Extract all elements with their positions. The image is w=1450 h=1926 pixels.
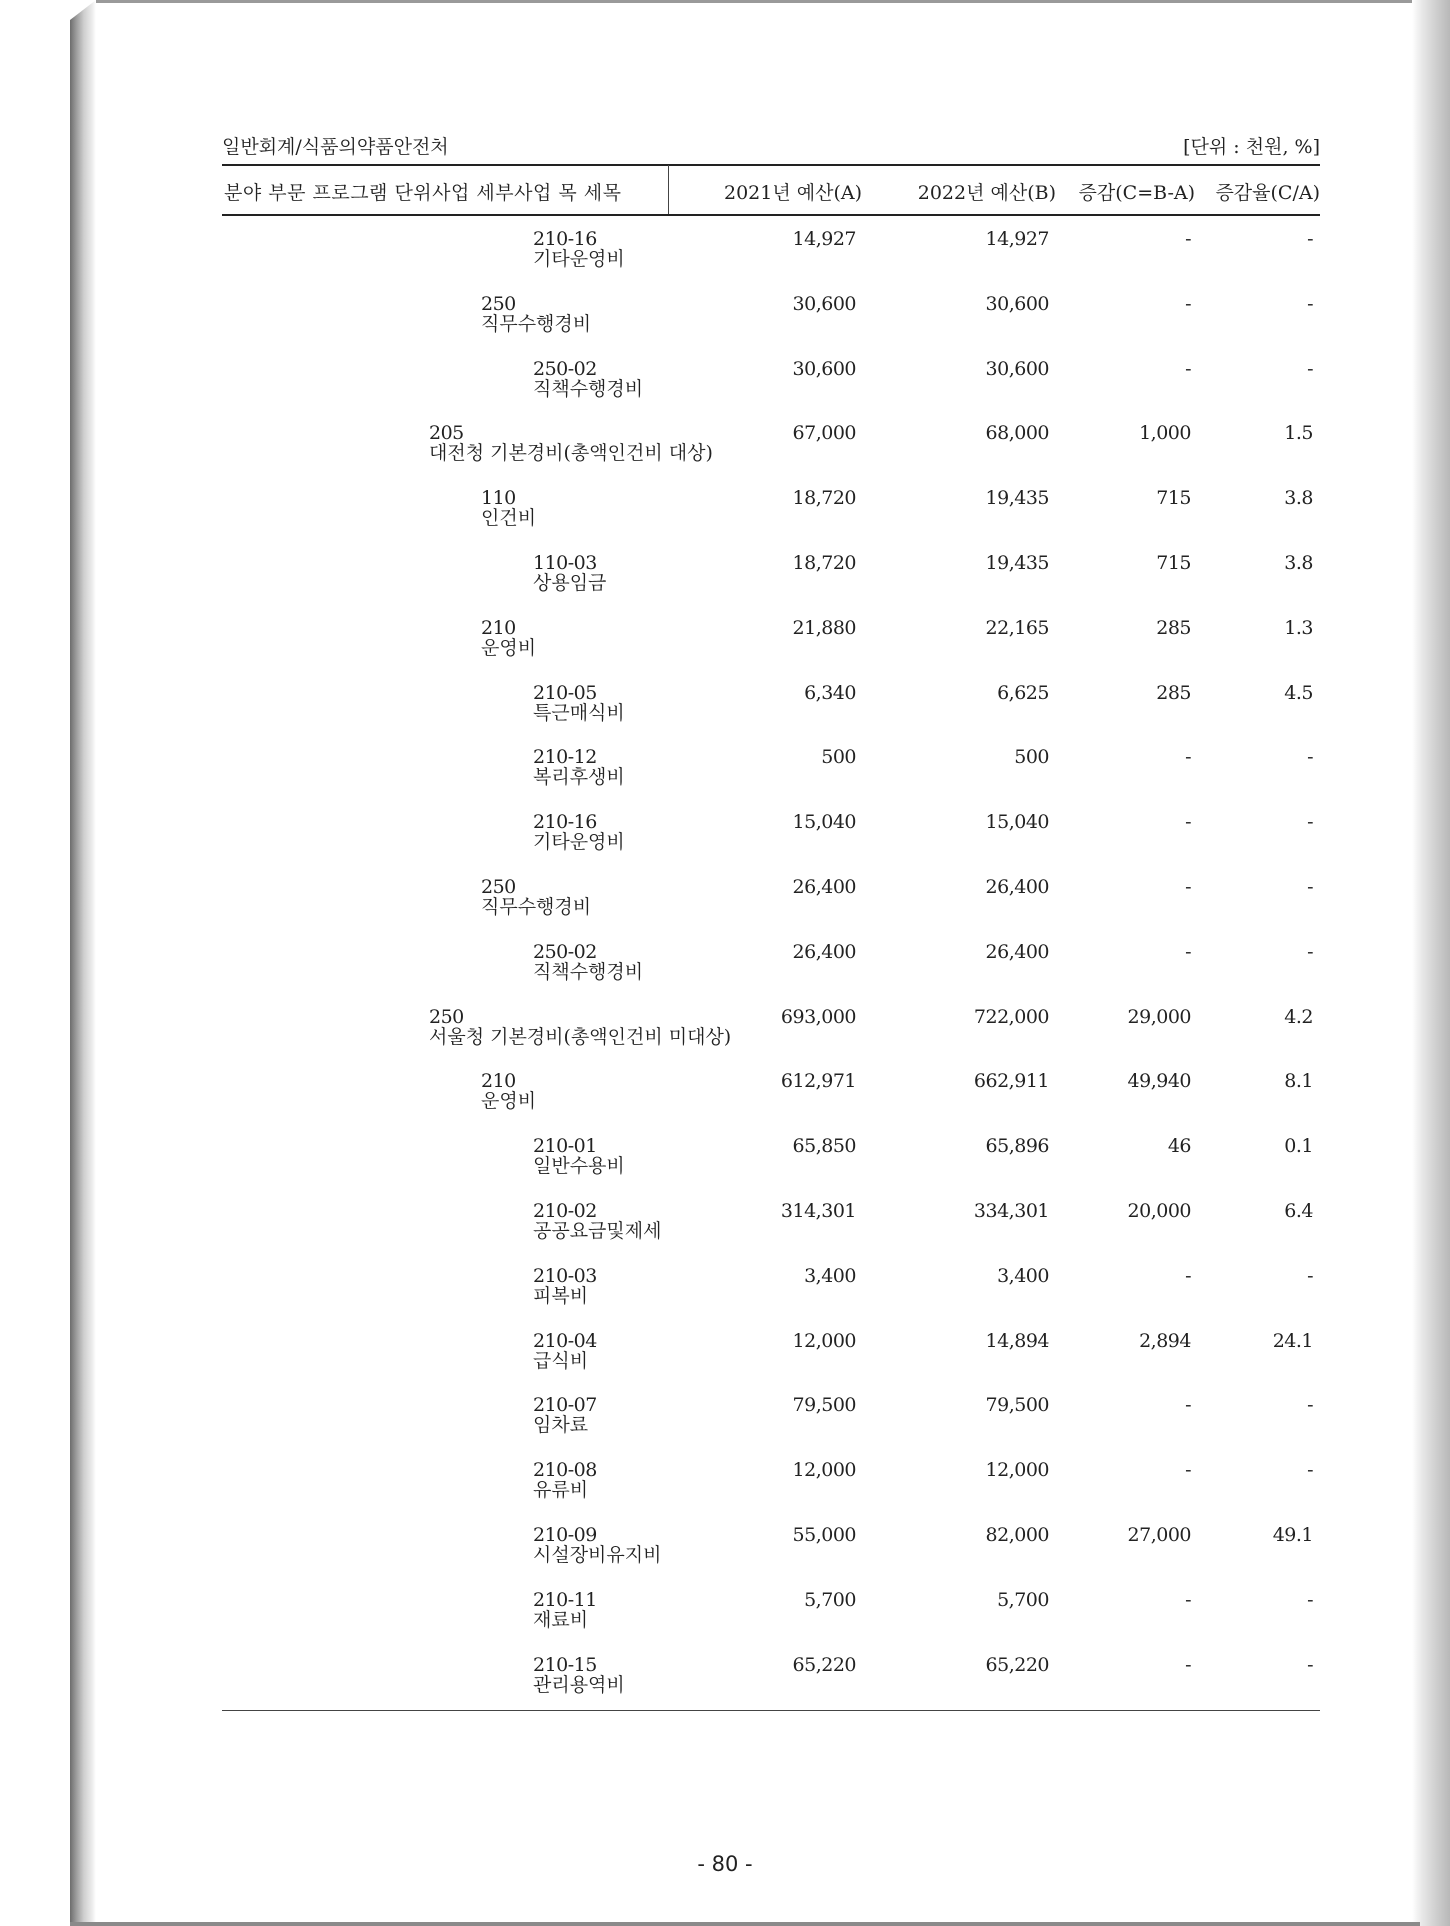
item-code: 210 [481,617,516,639]
change-rate-value: 4.5 [1284,682,1313,704]
change-rate-value: 1.5 [1284,422,1313,444]
table-header-rule [222,214,1320,216]
table-row [0,618,1450,678]
item-name: 피복비 [533,1285,589,1307]
budget-2022-value: 22,165 [985,617,1049,639]
table-row [0,359,1450,419]
item-code: 210-05 [533,682,597,704]
change-value: 285 [1156,682,1191,704]
item-code: 210-16 [533,228,597,250]
change-rate-value: - [1307,811,1313,833]
change-rate-value: - [1307,941,1313,963]
page-number: - 80 - [697,1852,753,1876]
budget-2021-value: 30,600 [792,293,856,315]
table-bottom-rule [222,1710,1320,1711]
budget-2022-value: 14,927 [985,228,1049,250]
item-code: 250 [429,1006,464,1028]
budget-2021-value: 3,400 [804,1265,856,1287]
change-rate-value: 0.1 [1284,1135,1313,1157]
change-value: 285 [1156,617,1191,639]
budget-2021-value: 12,000 [792,1459,856,1481]
change-rate-value: - [1307,1459,1313,1481]
table-row [0,942,1450,1002]
change-value: - [1185,1589,1191,1611]
header-column-separator [668,165,669,215]
change-rate-value: - [1307,1654,1313,1676]
budget-2022-value: 82,000 [985,1524,1049,1546]
budget-2021-value: 55,000 [792,1524,856,1546]
change-value: - [1185,1459,1191,1481]
item-name: 기타운영비 [533,831,625,853]
change-rate-value: - [1307,876,1313,898]
change-value: - [1185,293,1191,315]
item-code: 210-02 [533,1200,597,1222]
item-name: 기타운영비 [533,248,625,270]
item-code: 250 [481,293,516,315]
budget-2022-value: 3,400 [997,1265,1049,1287]
change-value: - [1185,811,1191,833]
budget-2021-value: 26,400 [792,876,856,898]
item-name: 유류비 [533,1479,589,1501]
budget-2021-value: 26,400 [792,941,856,963]
item-code: 210 [481,1070,516,1092]
budget-2022-value: 30,600 [985,358,1049,380]
change-rate-value: - [1307,1394,1313,1416]
table-row [0,229,1450,289]
change-value: 27,000 [1127,1524,1191,1546]
item-name: 시설장비유지비 [533,1544,662,1566]
change-rate-value: 4.2 [1284,1006,1313,1028]
budget-2022-value: 65,896 [985,1135,1049,1157]
item-name: 상용임금 [533,572,607,594]
table-row [0,1136,1450,1196]
item-name: 직무수행경비 [481,313,592,335]
change-value: - [1185,1265,1191,1287]
table-row [0,553,1450,613]
table-row [0,1655,1450,1715]
budget-2022-value: 12,000 [985,1459,1049,1481]
change-rate-value: 6.4 [1284,1200,1313,1222]
change-value: 20,000 [1127,1200,1191,1222]
budget-2022-value: 26,400 [985,941,1049,963]
budget-2021-value: 612,971 [780,1070,856,1092]
budget-2022-value: 68,000 [985,422,1049,444]
item-name: 일반수용비 [533,1155,625,1177]
change-value: 49,940 [1127,1070,1191,1092]
item-code: 210-03 [533,1265,597,1287]
table-row [0,683,1450,743]
change-rate-value: 1.3 [1284,617,1313,639]
table-row [0,1007,1450,1067]
column-header-change-rate: 증감율(C/A) [1215,182,1320,204]
budget-2021-value: 5,700 [804,1589,856,1611]
change-value: - [1185,1654,1191,1676]
table-row [0,1395,1450,1455]
item-name: 운영비 [481,1090,537,1112]
change-value: - [1185,746,1191,768]
budget-2021-value: 18,720 [792,552,856,574]
unit-label: [단위 : 천원, %] [1183,136,1320,158]
change-rate-value: 8.1 [1284,1070,1313,1092]
budget-2021-value: 21,880 [792,617,856,639]
item-name: 공공요금및제세 [533,1220,662,1242]
change-rate-value: 3.8 [1284,552,1313,574]
budget-2022-value: 5,700 [997,1589,1049,1611]
item-name: 특근매식비 [533,702,625,724]
change-value: 29,000 [1127,1006,1191,1028]
table-row [0,488,1450,548]
table-top-rule [222,164,1320,166]
budget-2021-value: 18,720 [792,487,856,509]
budget-2021-value: 79,500 [792,1394,856,1416]
item-code: 210-01 [533,1135,597,1157]
account-title: 일반회계/식품의약품안전처 [222,136,449,158]
change-rate-value: - [1307,1265,1313,1287]
table-row [0,1331,1450,1391]
item-code: 210-04 [533,1330,597,1352]
table-row [0,1590,1450,1650]
item-code: 250 [481,876,516,898]
budget-2021-value: 693,000 [780,1006,856,1028]
item-name: 관리용역비 [533,1674,625,1696]
change-value: - [1185,358,1191,380]
change-value: - [1185,876,1191,898]
table-row [0,877,1450,937]
change-rate-value: 49.1 [1272,1524,1313,1546]
budget-2022-value: 15,040 [985,811,1049,833]
budget-2021-value: 67,000 [792,422,856,444]
budget-2022-value: 19,435 [985,487,1049,509]
table-row [0,1201,1450,1261]
item-name: 복리후생비 [533,766,625,788]
budget-2021-value: 12,000 [792,1330,856,1352]
budget-2022-value: 500 [1014,746,1049,768]
item-name: 급식비 [533,1350,589,1372]
change-rate-value: - [1307,746,1313,768]
budget-2022-value: 6,625 [997,682,1049,704]
change-value: - [1185,941,1191,963]
item-name: 운영비 [481,637,537,659]
item-code: 210-07 [533,1394,597,1416]
item-code: 210-08 [533,1459,597,1481]
change-rate-value: - [1307,228,1313,250]
page-top-border [96,0,1420,3]
budget-2021-value: 65,850 [792,1135,856,1157]
item-code: 110-03 [533,552,597,574]
table-row [0,747,1450,807]
item-name: 직무수행경비 [481,896,592,918]
item-code: 110 [481,487,516,509]
item-code: 210-16 [533,811,597,833]
item-name: 대전청 기본경비(총액인건비 대상) [429,442,713,464]
table-row [0,1071,1450,1131]
column-header-classification: 분야 부문 프로그램 단위사업 세부사업 목 세목 [224,182,622,204]
budget-2021-value: 65,220 [792,1654,856,1676]
budget-2022-value: 14,894 [985,1330,1049,1352]
page-bottom-border [70,1922,1420,1926]
change-value: 2,894 [1139,1330,1191,1352]
table-row [0,1525,1450,1585]
budget-2022-value: 79,500 [985,1394,1049,1416]
item-name: 서울청 기본경비(총액인건비 미대상) [429,1026,732,1048]
budget-2022-value: 30,600 [985,293,1049,315]
item-name: 임차료 [533,1414,589,1436]
table-row [0,1460,1450,1520]
column-header-2021-budget: 2021년 예산(A) [723,182,862,204]
change-value: - [1185,1394,1191,1416]
change-rate-value: 3.8 [1284,487,1313,509]
budget-2022-value: 19,435 [985,552,1049,574]
budget-2022-value: 334,301 [973,1200,1049,1222]
item-code: 210-15 [533,1654,597,1676]
change-value: 1,000 [1139,422,1191,444]
item-name: 인건비 [481,507,537,529]
change-value: 46 [1167,1135,1191,1157]
item-code: 210-11 [533,1589,597,1611]
budget-2021-value: 15,040 [792,811,856,833]
item-code: 250-02 [533,358,597,380]
table-row [0,1266,1450,1326]
item-code: 250-02 [533,941,597,963]
budget-2021-value: 500 [821,746,856,768]
column-header-2022-budget: 2022년 예산(B) [917,182,1056,204]
change-rate-value: - [1307,358,1313,380]
budget-2022-value: 722,000 [973,1006,1049,1028]
budget-2021-value: 30,600 [792,358,856,380]
change-rate-value: 24.1 [1272,1330,1313,1352]
item-name: 재료비 [533,1609,589,1631]
item-name: 직책수행경비 [533,378,644,400]
change-rate-value: - [1307,293,1313,315]
item-code: 205 [429,422,464,444]
change-value: 715 [1156,552,1191,574]
table-row [0,812,1450,872]
budget-2021-value: 314,301 [780,1200,856,1222]
change-value: - [1185,228,1191,250]
change-rate-value: - [1307,1589,1313,1611]
budget-2021-value: 14,927 [792,228,856,250]
table-row [0,294,1450,354]
item-code: 210-12 [533,746,597,768]
budget-2021-value: 6,340 [804,682,856,704]
budget-2022-value: 662,911 [973,1070,1049,1092]
table-row [0,423,1450,483]
budget-2022-value: 26,400 [985,876,1049,898]
column-header-change: 증감(C=B-A) [1078,182,1195,204]
budget-2022-value: 65,220 [985,1654,1049,1676]
item-name: 직책수행경비 [533,961,644,983]
change-value: 715 [1156,487,1191,509]
item-code: 210-09 [533,1524,597,1546]
